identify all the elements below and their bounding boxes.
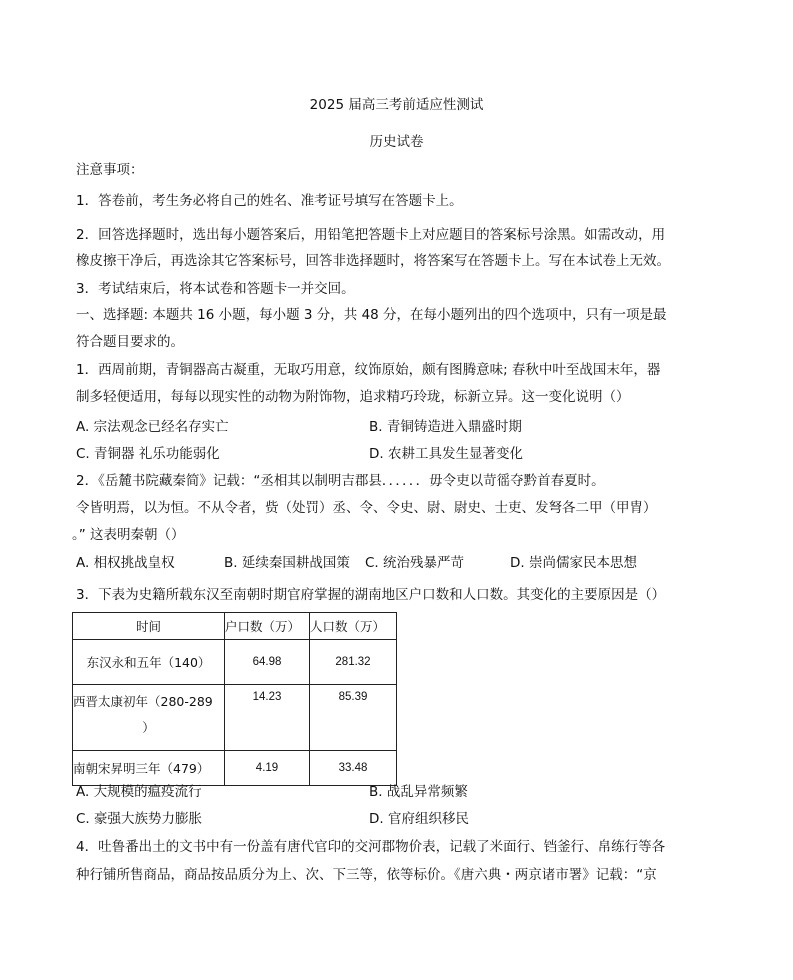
- question-1-option-b: B. 青铜铸造进入鼎盛时期: [369, 419, 522, 435]
- question-2-stem: 2．《岳麓书院藏秦简》记载：“丞相其以制明吉郡县．．．．．．毋令吏以苛徭夺黔首春夏时。: [76, 473, 605, 489]
- question-2-option-a: A. 相权挑战皇权: [76, 555, 175, 571]
- population-table: [72, 612, 397, 786]
- question-2-stem-cont: 令皆明焉，以为恒。不从令者，赀（处罚）丞、令、令史、尉、尉史、士吏、发弩各二甲（甲胄）: [76, 500, 657, 516]
- time-label: 东汉永和五年（140）: [86, 655, 211, 670]
- notice-line: 1．答卷前，考生务必将自己的姓名、准考证号填写在答题卡上。: [76, 193, 463, 209]
- notice-line: 3．考试结束后，将本试卷和答题卡一并交回。: [76, 281, 355, 297]
- question-3-option-d: D. 官府组织移民: [369, 811, 469, 827]
- question-1-stem-cont: 制多轻便适用，每每以现实性的动物为附饰物，追求精巧玲珑，标新立异。这一变化说明（）: [76, 389, 630, 405]
- question-4-stem: 4．吐鲁番出土的文书中有一份盖有唐代官印的交河郡物价表，记载了米面行、铛釜行、帛练行等各: [76, 839, 666, 855]
- table-cell-population: 33.48: [310, 751, 397, 786]
- time-label: 西晋太康初年（280-289: [73, 694, 213, 709]
- table-header: 户口数（万）: [225, 613, 310, 640]
- table-header: 时间: [73, 613, 225, 640]
- question-4-stem-cont: 种行铺所售商品，商品按品质分为上、次、下三等，依等标价。《唐六典・两京诸市署》记载：“京: [76, 867, 657, 883]
- table-cell-time: [73, 685, 225, 751]
- question-3-option-c: C. 豪强大族势力膨胀: [76, 811, 203, 827]
- table-cell-time: [73, 640, 225, 685]
- question-3-option-b: B. 战乱异常频繁: [369, 784, 468, 800]
- question-1-stem: 1．西周前期，青铜器高古凝重，无取巧用意，纹饰原始，颇有图腾意味; 春秋中叶至战国末年，器: [76, 362, 661, 378]
- table-cell-time: [73, 751, 225, 786]
- question-1-option-a: A. 宗法观念已经名存实亡: [76, 419, 229, 435]
- question-2-option-d: D. 崇尚儒家民本思想: [510, 555, 637, 571]
- section-heading-cont: 符合题目要求的。: [76, 334, 184, 350]
- question-2-stem-end: 。” 这表明秦朝（）: [72, 527, 185, 543]
- table-cell-population: 281.32: [310, 640, 397, 685]
- table-cell-population: 85.39: [310, 685, 397, 751]
- question-3-stem: 3．下表为史籍所载东汉至南朝时期官府掌握的湖南地区户口数和人口数。其变化的主要原因是（）: [76, 587, 666, 603]
- table-cell-households: 4.19: [225, 751, 310, 786]
- table-header-row: [73, 613, 397, 640]
- exam-subject: 历史试卷: [369, 134, 424, 150]
- notice-heading: 注意事项：: [76, 162, 144, 178]
- time-label: 南朝宋昇明三年（479）: [73, 761, 210, 776]
- notice-line: 2．回答选择题时，选出每小题答案后，用铅笔把答题卡上对应题目的答案标号涂黑。如需改动，用: [76, 227, 666, 243]
- question-2-option-c: C. 统治残暴严苛: [365, 555, 465, 571]
- table-header: 人口数（万）: [310, 613, 397, 640]
- table-row: [73, 685, 397, 751]
- question-1-option-c: C. 青铜器 礼乐功能弱化: [76, 446, 220, 462]
- table-cell-households: 64.98: [225, 640, 310, 685]
- question-3-option-a: A. 大规模的瘟疫流行: [76, 784, 202, 800]
- section-heading: 一、选择题: 本题共 16 小题，每小题 3 分，共 48 分，在每小题列出的四个选项中，只有一项是最: [76, 307, 667, 323]
- question-2-option-b: B. 延续秦国耕战国策: [224, 555, 350, 571]
- time-label-cont: ）: [142, 720, 155, 735]
- question-1-option-d: D. 农耕工具发生显著变化: [369, 446, 523, 462]
- table-row: [73, 640, 397, 685]
- exam-title: 2025 届高三考前适应性测试: [309, 97, 484, 113]
- table-cell-households: 14.23: [225, 685, 310, 751]
- table-row: [73, 751, 397, 786]
- notice-line: 橡皮擦干净后，再选涂其它答案标号，回答非选择题时，将答案写在答题卡上。写在本试卷上无效。: [76, 253, 670, 269]
